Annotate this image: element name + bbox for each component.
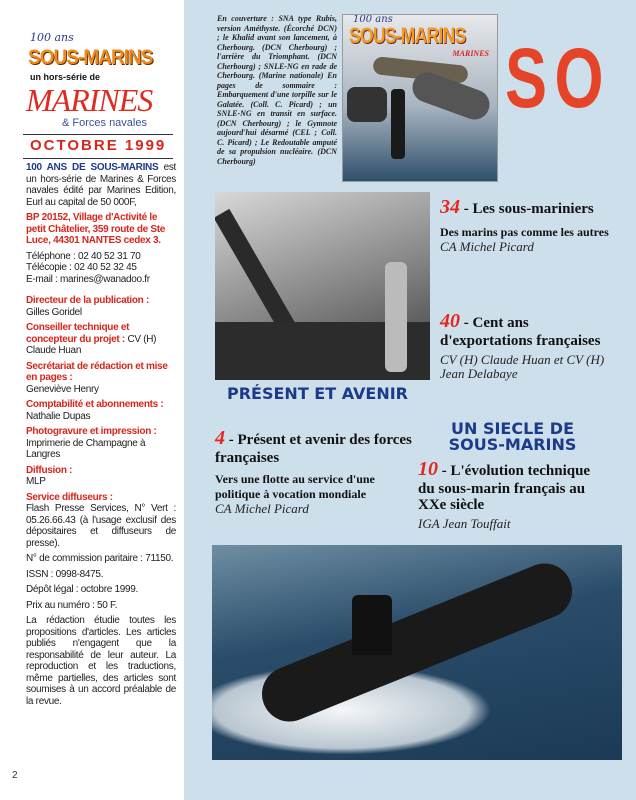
price: Prix au numéro : 50 F. bbox=[26, 599, 118, 611]
snle-surface-photo bbox=[212, 545, 622, 760]
credit-value: Gilles Goridel bbox=[26, 306, 82, 318]
cover-hundred: 100 ans bbox=[353, 14, 393, 25]
sailor-figure bbox=[385, 262, 407, 372]
address: BP 20152, Village d'Activité le petit Châtelier, 359 route de Ste Luce, 44301 NANTES cedex 3. bbox=[26, 212, 166, 246]
phone: Téléphone : 02 40 52 31 70 bbox=[26, 250, 141, 262]
fax: Télécopie : 02 40 52 32 45 bbox=[26, 262, 137, 273]
article-40[interactable] bbox=[440, 310, 615, 381]
imprint-text bbox=[26, 162, 176, 707]
imprint-intro bbox=[26, 162, 176, 208]
credit-advisor bbox=[26, 322, 176, 357]
issn: ISSN : 0998-8475. bbox=[26, 568, 104, 580]
divider bbox=[23, 158, 173, 159]
article-title: - Cent ans d'exportations françaises bbox=[440, 315, 601, 349]
cover-brand: MARINES bbox=[452, 49, 489, 58]
torpedo-loading-photo bbox=[215, 192, 430, 380]
article-desc: Des marins pas comme les autres bbox=[440, 225, 609, 239]
credit-distribution bbox=[26, 465, 176, 488]
cover-thumbnail bbox=[342, 14, 498, 182]
credit-label: Secrétariat de rédaction et mise en pages : bbox=[26, 360, 168, 383]
cover-title: SOUS-MARINS bbox=[349, 23, 466, 48]
contents-title: SO bbox=[505, 31, 612, 125]
article-4[interactable] bbox=[215, 427, 413, 516]
submarine-sail bbox=[352, 595, 392, 655]
credit-label: Service diffuseurs : bbox=[26, 491, 113, 503]
divider bbox=[23, 134, 173, 135]
credit-value: MLP bbox=[26, 476, 46, 487]
section-un-siecle: UN SIECLE DE SOUS-MARINS bbox=[448, 419, 577, 454]
article-10[interactable] bbox=[418, 458, 608, 531]
credit-label: Directeur de la publication : bbox=[26, 295, 149, 306]
logo-100-ans: 100 ans bbox=[30, 31, 74, 44]
credit-label: Conseiller technique et concepteur du projet : bbox=[26, 322, 130, 345]
credit-director bbox=[26, 295, 176, 318]
submarine-image bbox=[347, 87, 387, 122]
article-title: - Les sous-mariniers bbox=[460, 201, 594, 217]
intro-bold: 100 ANS DE SOUS-MARINS bbox=[26, 162, 159, 173]
credit-value: Flash Presse Services, N° Vert : 05.26.66.43 (à l'usage exclusif des dépositaires et diffuseurs de presse). bbox=[26, 503, 176, 549]
credit-accounting bbox=[26, 399, 176, 422]
sail-image bbox=[391, 89, 405, 159]
marines-logo: MARINES bbox=[26, 82, 153, 118]
forces-navales-logo: & Forces navales bbox=[62, 117, 147, 129]
credit-label: Photogravure et impression : bbox=[26, 426, 157, 437]
article-page: 4 bbox=[215, 427, 225, 449]
credit-value: Nathalie Dupas bbox=[26, 410, 91, 422]
logo-sous-marins: SOUS-MARINS bbox=[28, 46, 153, 69]
article-title: - L'évolution technique du sous-marin français au XXe siècle bbox=[418, 463, 591, 513]
cover-caption: En couverture : SNA type Rubis, version Améthyste. (Écorché DCN) ; le Khalid avant son lancement, à Cherbourg. (DCN Cherbourg) ; l'arrière du Triomphant. (DCN Cherbourg) ; SNLE-NG en rade de Cherbourg. (Marine nationale) En pages de sommaire : Embarquement d'une torpille sur le Galatée. (Coll. C. Picard) ; un SNLE-NG en transit en surface. (DCN Cherbourg) ; le Gymnote aujourd'hui désarmé (CEL ; Coll. C. Picard) ; Le Redoutable amputé de sa propulsion nucléaire. (DCN Cherbourg) bbox=[217, 14, 337, 166]
article-title: - Présent et avenir des forces françaises bbox=[215, 432, 412, 466]
depot-legal: Dépôt légal : octobre 1999. bbox=[26, 584, 138, 595]
credit-label: Diffusion : bbox=[26, 464, 73, 476]
article-page: 10 bbox=[418, 458, 438, 480]
article-author: CA Michel Picard bbox=[215, 501, 309, 516]
article-page: 34 bbox=[440, 196, 460, 218]
article-desc: Vers une flotte au service d'une politique à vocation mondiale bbox=[215, 472, 375, 501]
credit-printing bbox=[26, 426, 176, 461]
credit-value: CV (H) Claude Huan bbox=[26, 333, 157, 356]
disclaimer: La rédaction étudie toutes les propositions d'articles. Les articles publiés n'engagent que la responsabilité de leur auteur. La reproduction et les traductions, même partielles, des articles sont soumises à un accord préalable de la revue. bbox=[26, 615, 176, 707]
commission: N° de commission paritaire : 71150. bbox=[26, 553, 174, 564]
issue-date: OCTOBRE 1999 bbox=[30, 137, 167, 154]
hors-serie-label: un hors-série de bbox=[30, 72, 101, 82]
page-number: 2 bbox=[12, 770, 18, 781]
credit-secretariat bbox=[26, 361, 176, 396]
article-author: CV (H) Claude Huan et CV (H) Jean Delabaye bbox=[440, 352, 605, 381]
credit-label: Comptabilité et abonnements : bbox=[26, 399, 164, 410]
intro-text: est un hors-série de Marines & Forces navales édité par Marines Edition, Eurl au capital de 50 000F, bbox=[26, 162, 177, 208]
credit-value: Geneviève Henry bbox=[26, 383, 99, 395]
email: E-mail : marines@wanadoo.fr bbox=[26, 273, 150, 285]
article-34[interactable] bbox=[440, 196, 620, 254]
credit-service bbox=[26, 492, 176, 550]
article-page: 40 bbox=[440, 310, 460, 332]
article-author: CA Michel Picard bbox=[440, 239, 534, 254]
section-present-avenir: PRÉSENT ET AVENIR bbox=[227, 384, 408, 403]
article-author: IGA Jean Touffait bbox=[418, 516, 511, 531]
credit-value: Imprimerie de Champagne à Langres bbox=[26, 437, 146, 460]
